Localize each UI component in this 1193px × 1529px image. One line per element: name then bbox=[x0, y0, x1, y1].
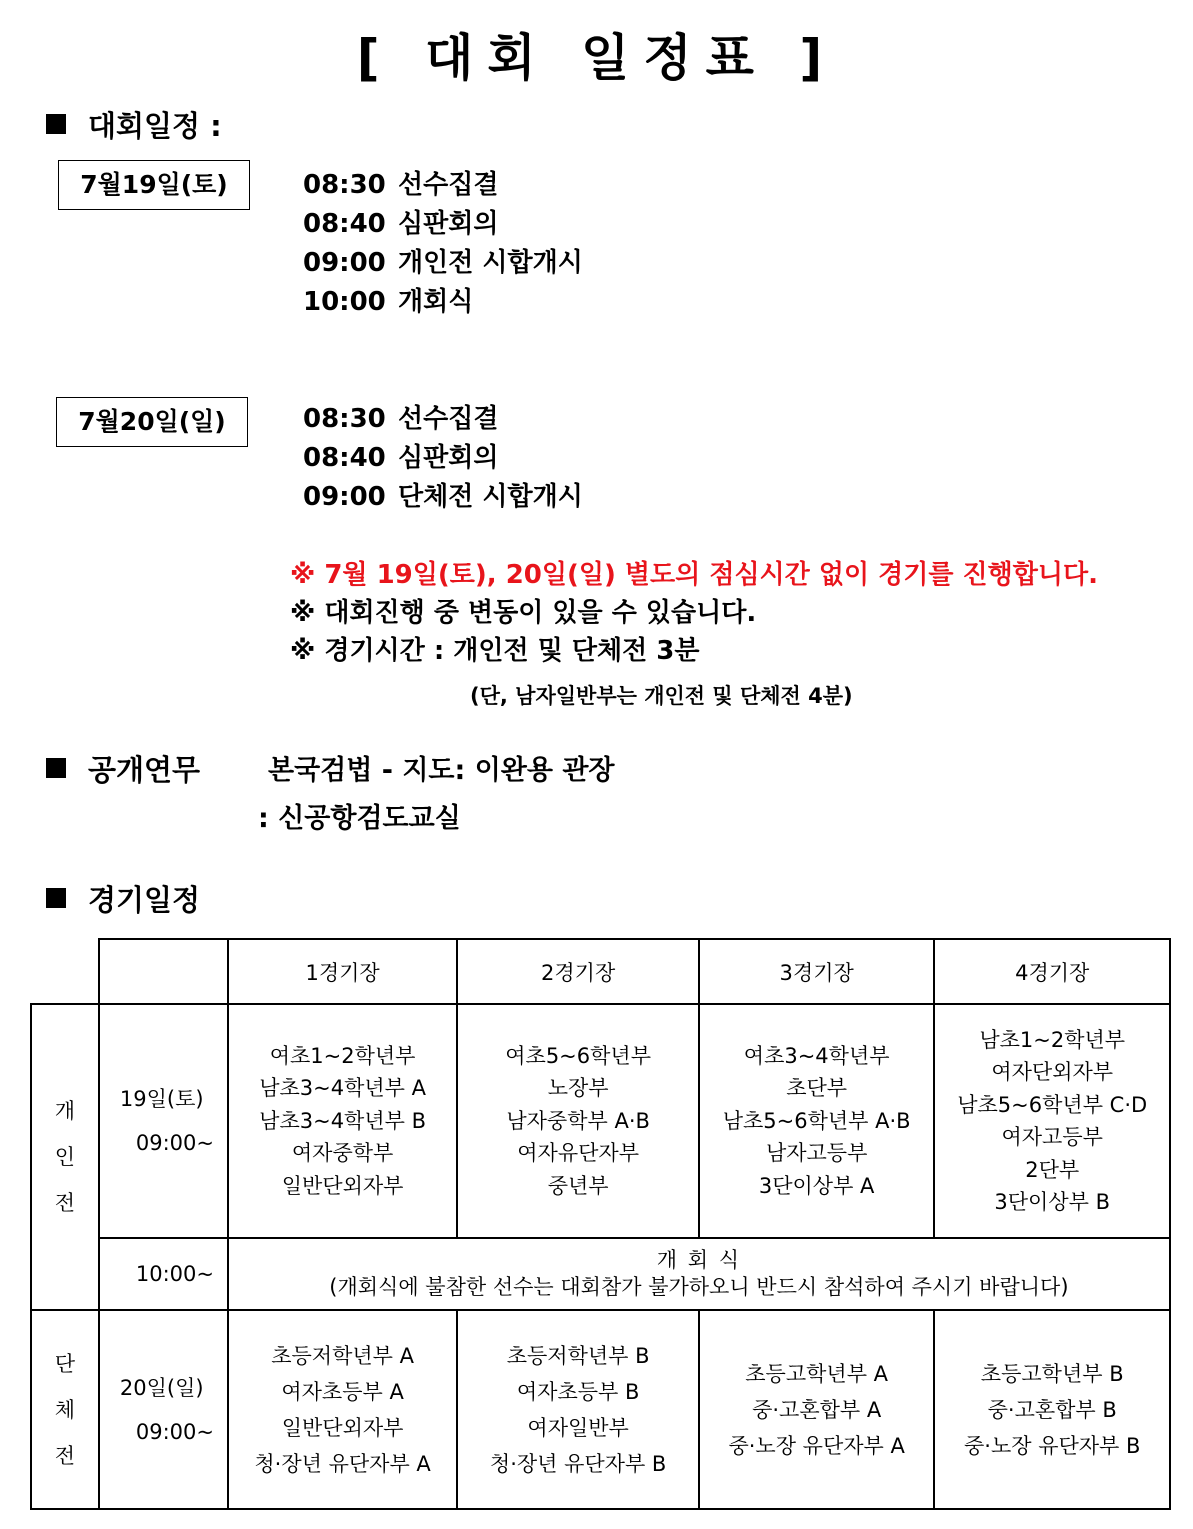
match-time-exception-note: (단, 남자일반부는 개인전 및 단체전 4분) bbox=[470, 684, 853, 708]
match-heading bbox=[46, 878, 200, 919]
match-schedule-table bbox=[30, 938, 1171, 1510]
day-label-box: 7월19일(토) bbox=[58, 160, 250, 210]
vertical-label-char: 전 bbox=[54, 1191, 76, 1215]
schedule-item bbox=[303, 244, 583, 283]
square-bullet-icon bbox=[46, 888, 66, 908]
schedule-time: 08:40 bbox=[303, 443, 386, 473]
vertical-label-char: 개 bbox=[54, 1099, 76, 1123]
division-item: 초등저학년부 B bbox=[506, 1343, 650, 1368]
square-bullet-icon bbox=[46, 114, 66, 134]
vertical-label-char: 전 bbox=[54, 1443, 76, 1468]
division-item: 남자중학부 A·B bbox=[506, 1108, 650, 1133]
division-item: 여자일반부 bbox=[527, 1415, 629, 1440]
blank-corner bbox=[31, 939, 99, 1004]
schedule-event: 단체전 시합개시 bbox=[398, 482, 583, 512]
arena-cell bbox=[228, 1004, 458, 1238]
vertical-label-char: 인 bbox=[54, 1145, 76, 1169]
arena-cell bbox=[934, 1310, 1170, 1509]
division-item: 청·장년 유단자부 B bbox=[489, 1451, 667, 1476]
day-schedule-list bbox=[303, 400, 583, 517]
schedule-event: 개인전 시합개시 bbox=[398, 248, 583, 278]
demo-venue-line: : 신공항검도교실 bbox=[258, 803, 461, 834]
lunch-note: ※ 7월 19일(토), 20일(일) 별도의 점심시간 없이 경기를 진행합니다. bbox=[290, 560, 1098, 590]
vertical-label-char: 체 bbox=[54, 1397, 76, 1422]
schedule-event: 심판회의 bbox=[398, 443, 499, 473]
division-item: 초등저학년부 A bbox=[271, 1343, 414, 1368]
notes-block bbox=[290, 556, 1098, 670]
schedule-item bbox=[303, 283, 583, 322]
division-item: 중·노장 유단자부 A bbox=[728, 1433, 905, 1458]
schedule-event: 개회식 bbox=[398, 287, 474, 317]
change-note: ※ 대회진행 중 변동이 있을 수 있습니다. bbox=[290, 598, 757, 628]
day-time-cell bbox=[99, 1004, 228, 1238]
arena-cell bbox=[934, 1004, 1170, 1238]
division-item: 여초5~6학년부 bbox=[505, 1043, 651, 1068]
division-item: 남초5~6학년부 A·B bbox=[722, 1108, 911, 1133]
arena-cell bbox=[699, 1310, 935, 1509]
division-item: 중·고혼합부 B bbox=[987, 1397, 1117, 1422]
division-item: 초등고학년부 B bbox=[980, 1361, 1124, 1386]
division-item: 여자고등부 bbox=[1001, 1125, 1103, 1149]
division-item: 초등고학년부 A bbox=[745, 1361, 889, 1386]
division-item: 중·고혼합부 A bbox=[752, 1397, 882, 1422]
table-row bbox=[31, 1310, 1170, 1509]
arena-cell bbox=[457, 1004, 699, 1238]
team-label bbox=[31, 1310, 99, 1509]
division-item: 여자유단자부 bbox=[517, 1141, 639, 1166]
demo-heading bbox=[46, 748, 200, 789]
division-item: 청·장년 유단자부 A bbox=[254, 1451, 431, 1476]
day-text: 20일(일) bbox=[119, 1375, 204, 1400]
table-row bbox=[31, 1238, 1170, 1310]
schedule-time: 08:30 bbox=[303, 170, 386, 200]
arena-cell bbox=[457, 1310, 699, 1509]
division-item: 여자단외자부 bbox=[991, 1060, 1114, 1084]
division-item: 3단이상부 B bbox=[994, 1190, 1110, 1214]
division-item: 여자중학부 bbox=[291, 1141, 394, 1166]
division-item: 여자초등부 B bbox=[516, 1379, 640, 1404]
time-text: 09:00~ bbox=[135, 1419, 214, 1444]
division-item: 노장부 bbox=[547, 1076, 609, 1101]
day-schedule-list bbox=[303, 166, 583, 322]
column-header: 4경기장 bbox=[934, 939, 1170, 1004]
schedule-item bbox=[303, 166, 583, 205]
demo-heading-label: 공개연무 bbox=[88, 753, 201, 787]
time-text: 09:00~ bbox=[135, 1131, 214, 1155]
schedule-item bbox=[303, 439, 583, 478]
schedule-event: 선수집결 bbox=[398, 404, 499, 434]
individual-label bbox=[31, 1004, 99, 1310]
schedule-heading bbox=[46, 104, 222, 145]
ceremony-note: (개회식에 불참한 선수는 대회참가 불가하오니 반드시 참석하여 주시기 바랍니다) bbox=[329, 1275, 1069, 1299]
day-label-box: 7월20일(일) bbox=[56, 397, 248, 447]
day-text: 19일(토) bbox=[119, 1087, 204, 1111]
division-item: 남초5~6학년부 C·D bbox=[957, 1092, 1148, 1117]
division-item: 중년부 bbox=[547, 1173, 609, 1198]
arena-cell bbox=[699, 1004, 935, 1238]
day-time-cell bbox=[99, 1310, 228, 1509]
division-item: 여자초등부 A bbox=[281, 1379, 404, 1404]
blank-header-cell bbox=[99, 939, 228, 1004]
square-bullet-icon bbox=[46, 758, 66, 778]
schedule-event: 심판회의 bbox=[398, 209, 499, 239]
ceremony-time: 10:00~ bbox=[99, 1238, 228, 1310]
column-header: 2경기장 bbox=[457, 939, 699, 1004]
division-item: 2단부 bbox=[1025, 1157, 1080, 1182]
division-item: 일반단외자부 bbox=[281, 1415, 404, 1440]
schedule-item bbox=[303, 478, 583, 517]
schedule-time: 09:00 bbox=[303, 248, 386, 278]
schedule-item bbox=[303, 205, 583, 244]
division-item: 초단부 bbox=[786, 1076, 848, 1101]
match-heading-label: 경기일정 bbox=[88, 883, 201, 917]
schedule-time: 10:00 bbox=[303, 287, 386, 317]
division-item: 남초3~4학년부 B bbox=[259, 1108, 427, 1133]
ceremony-cell bbox=[228, 1238, 1170, 1310]
division-item: 여초3~4학년부 bbox=[743, 1043, 890, 1068]
table-row bbox=[31, 1004, 1170, 1238]
division-item: 남초1~2학년부 bbox=[979, 1027, 1126, 1052]
division-item: 3단이상부 A bbox=[758, 1173, 875, 1198]
page-title: [ 대회 일정표 ] bbox=[356, 29, 837, 87]
schedule-item bbox=[303, 400, 583, 439]
schedule-event: 선수집결 bbox=[398, 170, 499, 200]
division-item: 남초3~4학년부 A bbox=[259, 1076, 426, 1101]
match-time-note: ※ 경기시간 : 개인전 및 단체전 3분 bbox=[290, 636, 700, 666]
ceremony-title: 개 회 식 bbox=[656, 1248, 742, 1272]
column-header: 3경기장 bbox=[699, 939, 935, 1004]
column-header: 1경기장 bbox=[228, 939, 458, 1004]
table-header-row bbox=[31, 939, 1170, 1004]
division-item: 여초1~2학년부 bbox=[269, 1043, 416, 1068]
division-item: 일반단외자부 bbox=[281, 1173, 404, 1198]
demo-detail-line: 본국검법 - 지도: 이완용 관장 bbox=[268, 755, 615, 786]
schedule-time: 09:00 bbox=[303, 482, 386, 512]
division-item: 중·노장 유단자부 B bbox=[963, 1433, 1141, 1458]
division-item: 남자고등부 bbox=[765, 1141, 868, 1166]
schedule-heading-label: 대회일정 : bbox=[88, 109, 222, 143]
vertical-label-char: 단 bbox=[54, 1351, 76, 1376]
schedule-time: 08:40 bbox=[303, 209, 386, 239]
arena-cell bbox=[228, 1310, 458, 1509]
schedule-time: 08:30 bbox=[303, 404, 386, 434]
